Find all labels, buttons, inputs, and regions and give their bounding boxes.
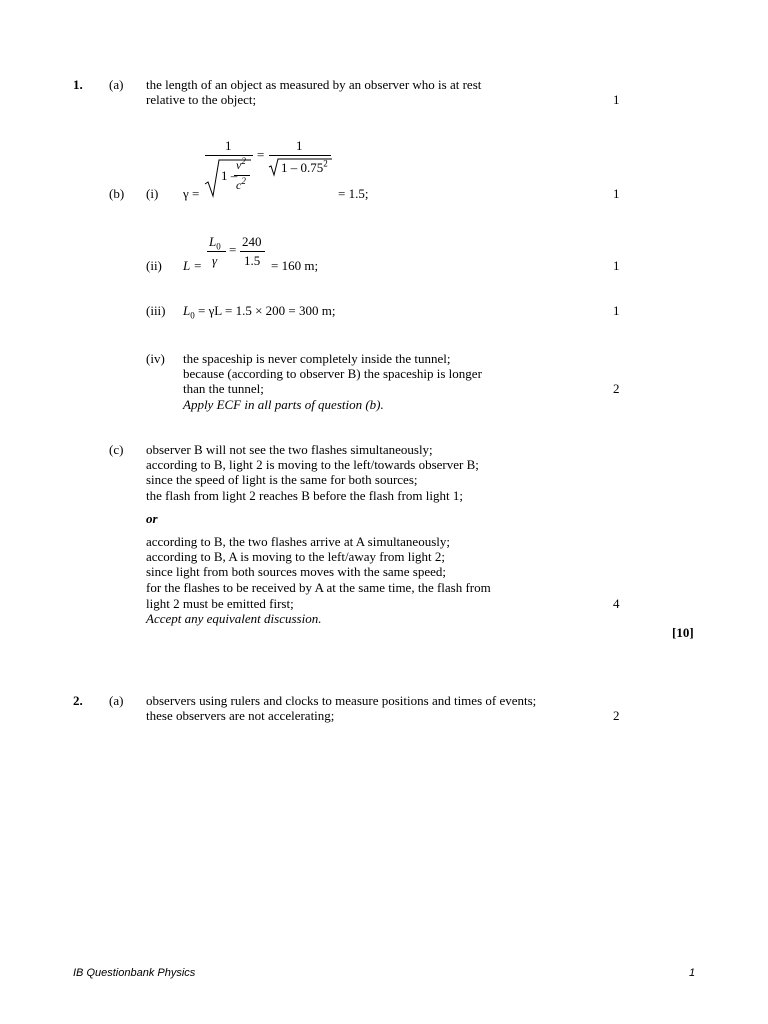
answer-line: since light from both sources moves with the same speed; [146,564,447,579]
result: = 1.5; [338,186,369,201]
l0-symbol: $L_0$ [209,234,221,252]
mark: 1 [613,258,620,273]
numerator-one: 1 [225,138,232,153]
part-label: (a) [109,693,124,708]
answer-line: since the speed of light is the same for both sources; [146,472,418,487]
numerator-one: 1 [296,138,303,153]
one-minus: 1 – [221,168,238,183]
subpart-label: (iv) [146,351,165,366]
answer-line: light 2 must be emitted first; [146,596,294,611]
answer-line: according to B, the two flashes arrive at A simultaneously; [146,534,450,549]
answer-line: the spaceship is never completely inside the tunnel; [183,351,451,366]
part-label: (a) [109,77,124,92]
subpart-label: (ii) [146,258,162,273]
answer-line: $L_0 = \gamma L = 1.5 \times 200 = 300$ m; [183,303,336,321]
answer-line: the flash from light 2 reaches B before the flash from light 1; [146,488,463,503]
examiner-note: Accept any equivalent discussion. [146,611,322,626]
page-number: 1 [689,967,696,979]
mark: 1 [613,303,620,318]
part-label: (b) [109,186,125,201]
answer-line: according to B, A is moving to the left/away from light 2; [146,549,445,564]
mark: 2 [613,381,620,396]
fraction-bar [269,155,331,156]
gamma-symbol: γ [212,253,218,268]
answer-line: the length of an object as measured by an observer who is at rest [146,77,482,92]
part-label: (c) [109,442,124,457]
answer-line: observer B will not see the two flashes simultaneously; [146,442,433,457]
numerator: 240 [242,234,262,249]
or-separator: or [146,511,158,526]
answer-line: for the flashes to be received by A at the same time, the flash from [146,580,491,595]
mark: 2 [613,708,620,723]
total-marks: [10] [672,625,694,640]
question-number: 1. [73,77,83,92]
gamma-label: γ = [183,186,200,201]
footer-source: IB Questionbank Physics [73,967,196,979]
answer-line: according to B, light 2 is moving to the left/towards observer B; [146,457,479,472]
fraction-bar [207,251,226,252]
fraction-bar [240,251,265,252]
v-squared: $v^2$ [236,156,246,172]
mark: 4 [613,596,620,611]
mark: 1 [613,92,620,107]
examiner-note: Apply ECF in all parts of question (b). [183,397,384,412]
answer-line: than the tunnel; [183,381,264,396]
answer-line: relative to the object; [146,92,257,107]
subpart-label: (i) [146,186,159,201]
equals-sign: = [257,147,265,162]
answer-line: these observers are not accelerating; [146,708,335,723]
question-number: 2. [73,693,83,708]
subpart-label: (iii) [146,303,166,318]
mark: 1 [613,186,620,201]
equals-sign: = [229,242,237,257]
l-label: L = [183,258,203,273]
result: = 160 m; [271,258,319,273]
radicand: 1 – 0.75$^2$ [281,158,328,175]
answer-line: observers using rulers and clocks to measure positions and times of events; [146,693,537,708]
answer-line: because (according to observer B) the spaceship is longer [183,366,482,381]
denominator: 1.5 [244,253,261,268]
c-squared: $c^2$ [236,176,246,192]
